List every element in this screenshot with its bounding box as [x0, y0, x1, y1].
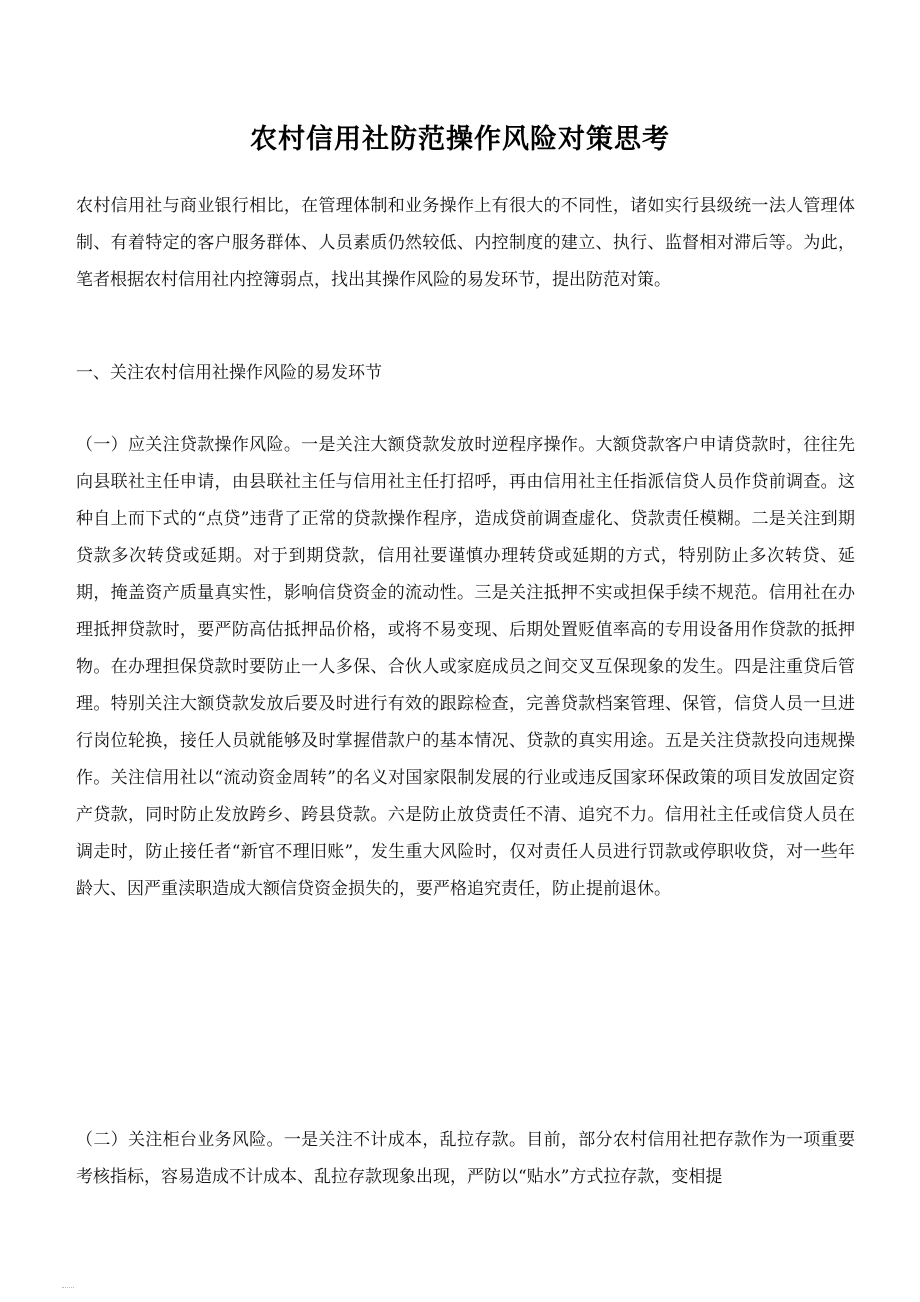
section-heading: 一、关注农村信用社操作风险的易发环节 [76, 363, 382, 383]
loan-risk-paragraph: （一）应关注贷款操作风险。一是关注大额贷款发放时逆程序操作。大额贷款客户申请贷款时，往往先向县联社主任申请，由县联社主任与信用社主任打招呼，再由信用社主任指派信贷人员作贷前调查。这种自上而下式的“点贷”违背了正常的贷款操作程序，造成贷前调查虚化、贷款责任模糊。二是关注到期贷款多次转贷或延期。对于到期贷款，信用社要谨慎办理转贷或延期的方式，特别防止多次转贷、延期，掩盖资产质量真实性，影响信贷资金的流动性。三是关注抵押不实或担保手续不规范。信用社在办理抵押贷款时，要严防高估抵押品价格，或将不易变现、后期处置贬值率高的专用设备用作贷款的抵押物。在办理担保贷款时要防止一人多保、合伙人或家庭成员之间交叉互保现象的发生。四是注重贷后管理。特别关注大额贷款发放后要及时进行有效的跟踪检查，完善贷款档案管理、保管，信贷人员一旦进行岗位轮换，接任人员就能够及时掌握借款户的基本情况、贷款的真实用途。五是关注贷款投向违规操作。关注信用社以“流动资金周转”的名义对国家限制发展的行业或违反国家环保政策的项目发放固定资产贷款，同时防止发放跨乡、跨县贷款。六是防止放贷责任不清、追究不力。信用社主任或信贷人员在调走时，防止接任者“新官不理旧账”，发生重大风险时，仅对责任人员进行罚款或停职收贷，对一些年龄大、因严重渎职造成大额信贷资金损失的，要严格追究责任，防止提前退休。 [76, 435, 855, 899]
counter-risk-paragraph: （二）关注柜台业务风险。一是关注不计成本，乱拉存款。目前，部分农村信用社把存款作为一项重要考核指标，容易造成不计成本、乱拉存款现象出现，严防以“贴水”方式拉存款，变相提 [76, 1130, 855, 1187]
intro-paragraph: 农村信用社与商业银行相比，在管理体制和业务操作上有很大的不同性，诸如实行县级统一法人管理体制、有着特定的客户服务群体、人员素质仍然较低、内控制度的建立、执行、监督相对滞后等。为此，笔者根据农村信用社内控簿弱点，找出其操作风险的易发环节，提出防范对策。 [76, 196, 855, 290]
document-title: 农村信用社防范操作风险对策思考 [250, 124, 670, 155]
footer-mark [62, 1283, 74, 1288]
